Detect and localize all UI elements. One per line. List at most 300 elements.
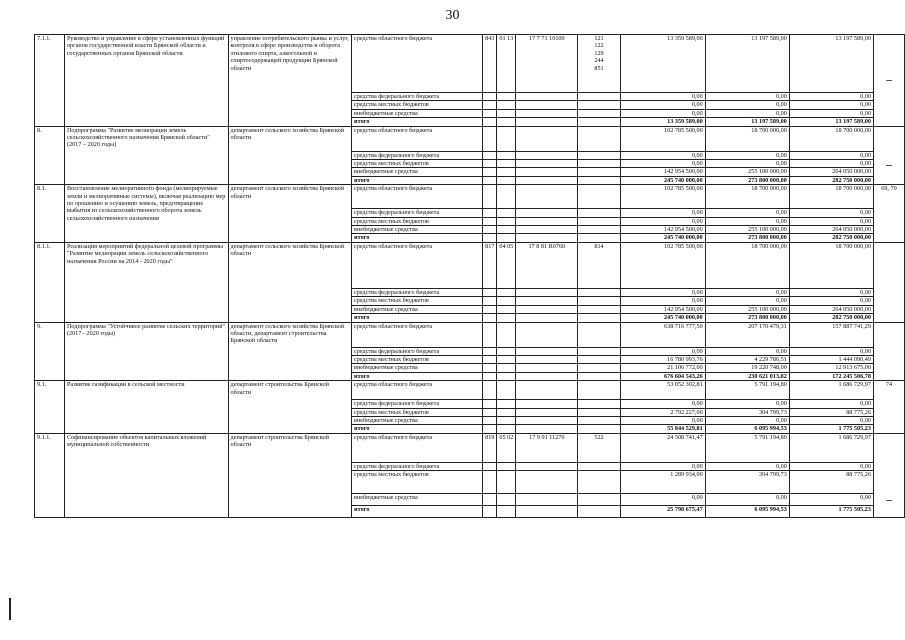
funding-source: средства областного бюджета [352, 126, 483, 151]
amount-2020: 0,00 [789, 160, 873, 168]
code-grbs [483, 462, 497, 470]
funding-source: средства местных бюджетов [352, 471, 483, 494]
funding-source: внебюджетные средства [352, 109, 483, 117]
amount-2018: 53 052 302,81 [620, 381, 705, 400]
amount-2020: 0,00 [789, 416, 873, 424]
funding-source: итого [352, 372, 483, 380]
amount-2020: 157 887 741,29 [789, 322, 873, 347]
code-vr [578, 185, 620, 209]
amount-2020: 1 775 505,23 [789, 506, 873, 518]
amount-2019: 0,00 [705, 151, 789, 159]
code-rz [497, 347, 516, 355]
code-csr [516, 305, 578, 313]
amount-2018: 102 785 500,00 [620, 126, 705, 151]
indicator-ref: 74 [873, 381, 904, 434]
amount-2020: 18 700 000,00 [789, 126, 873, 151]
code-grbs [483, 126, 497, 151]
funding-source: средства федерального бюджета [352, 462, 483, 470]
item-number: 8. [35, 126, 65, 185]
amount-2019: 0,00 [705, 93, 789, 101]
code-vr [578, 462, 620, 470]
code-rz [497, 400, 516, 408]
code-csr: 17 8 81 R0760 [516, 242, 578, 288]
amount-2018: 1 289 934,00 [620, 471, 705, 494]
code-csr: 17 9 91 11270 [516, 433, 578, 462]
code-rz [497, 176, 516, 184]
code-grbs [483, 364, 497, 372]
funding-source: средства местных бюджетов [352, 217, 483, 225]
code-rz [497, 494, 516, 506]
amount-2020: 0,00 [789, 217, 873, 225]
code-csr [516, 93, 578, 101]
code-vr [578, 209, 620, 217]
amount-2019: 0,00 [705, 209, 789, 217]
amount-2019: 18 700 000,00 [705, 126, 789, 151]
code-grbs [483, 160, 497, 168]
code-grbs [483, 408, 497, 416]
amount-2020: 88 775,26 [789, 408, 873, 416]
amount-2020: 0,00 [789, 93, 873, 101]
funding-source: средства областного бюджета [352, 381, 483, 400]
amount-2018: 0,00 [620, 93, 705, 101]
amount-2020: 264 050 000,00 [789, 226, 873, 234]
amount-2018: 142 954 500,00 [620, 226, 705, 234]
amount-2019: 207 170 479,31 [705, 322, 789, 347]
amount-2018: 245 740 000,00 [620, 314, 705, 322]
code-rz [497, 288, 516, 296]
indicator-ref [873, 126, 904, 185]
funding-source: средства федерального бюджета [352, 151, 483, 159]
code-grbs [483, 151, 497, 159]
code-vr [578, 297, 620, 305]
code-vr [578, 168, 620, 176]
code-csr [516, 416, 578, 424]
amount-2018: 102 785 500,00 [620, 242, 705, 288]
funding-source: средства местных бюджетов [352, 408, 483, 416]
amount-2019: 230 621 013,82 [705, 372, 789, 380]
item-name: Развитие газификации в сельской местности [64, 381, 228, 434]
code-vr [578, 506, 620, 518]
amount-2019: 0,00 [705, 109, 789, 117]
code-csr [516, 234, 578, 242]
code-csr [516, 185, 578, 209]
amount-2019: 5 791 194,80 [705, 381, 789, 400]
funding-source: средства федерального бюджета [352, 400, 483, 408]
scan-mark [886, 165, 892, 166]
code-rz [497, 118, 516, 126]
table-row [35, 126, 905, 151]
amount-2018: 0,00 [620, 109, 705, 117]
table-row [35, 35, 905, 93]
code-vr [578, 305, 620, 313]
amount-2019: 0,00 [705, 347, 789, 355]
amount-2020: 0,00 [789, 462, 873, 470]
amount-2019: 0,00 [705, 217, 789, 225]
amount-2018: 142 954 500,00 [620, 168, 705, 176]
item-name: Подпрограмма "Устойчивое развитие сельских территорий" (2017 - 2020 годы) [64, 322, 228, 381]
amount-2020: 264 050 000,00 [789, 305, 873, 313]
amount-2020: 282 750 000,00 [789, 176, 873, 184]
code-csr [516, 471, 578, 494]
code-rz [497, 297, 516, 305]
code-vr [578, 314, 620, 322]
funding-source: средства федерального бюджета [352, 209, 483, 217]
code-vr-value: 121 [594, 35, 604, 42]
code-vr [578, 400, 620, 408]
code-vr [578, 408, 620, 416]
code-rz [497, 425, 516, 433]
code-csr [516, 506, 578, 518]
code-vr-value: 522 [594, 433, 604, 441]
amount-2018: 0,00 [620, 494, 705, 506]
code-vr-value: 851 [594, 64, 604, 72]
code-csr [516, 400, 578, 408]
code-grbs [483, 297, 497, 305]
code-rz [497, 506, 516, 518]
amount-2019: 19 220 748,00 [705, 364, 789, 372]
code-grbs [483, 372, 497, 380]
code-vr-value: 129 [594, 49, 604, 57]
executor: департамент строительства Брянской области [228, 381, 352, 434]
code-csr [516, 381, 578, 400]
amount-2018: 245 740 000,00 [620, 176, 705, 184]
code-rz [497, 126, 516, 151]
code-rz [497, 355, 516, 363]
code-rz [497, 471, 516, 494]
executor: управление потребительского рынка и услуг, контроля в сфере производства и оборота этилового спирта, алкогольной и спиртосодержащей продукции Брянской области [228, 35, 352, 127]
code-vr [578, 288, 620, 296]
code-vr [578, 242, 620, 288]
code-vr [578, 93, 620, 101]
amount-2019: 4 229 786,51 [705, 355, 789, 363]
code-rz [497, 226, 516, 234]
item-number: 8.1. [35, 185, 65, 243]
executor: департамент сельского хозяйства Брянской области [228, 126, 352, 185]
funding-source: средства федерального бюджета [352, 288, 483, 296]
code-grbs [483, 109, 497, 117]
amount-2020: 13 197 589,00 [789, 118, 873, 126]
code-rz [497, 168, 516, 176]
amount-2018: 0,00 [620, 151, 705, 159]
amount-2019: 304 799,73 [705, 471, 789, 494]
amount-2019: 273 800 000,00 [705, 314, 789, 322]
code-csr [516, 462, 578, 470]
code-grbs [483, 217, 497, 225]
code-rz [497, 314, 516, 322]
item-number: 9. [35, 322, 65, 381]
amount-2020: 12 913 675,00 [789, 364, 873, 372]
amount-2018: 142 954 500,00 [620, 305, 705, 313]
code-csr [516, 176, 578, 184]
amount-2018: 0,00 [620, 101, 705, 109]
code-csr [516, 314, 578, 322]
code-vr [578, 433, 620, 462]
code-csr [516, 209, 578, 217]
code-rz [497, 322, 516, 347]
amount-2020: 13 197 589,00 [789, 35, 873, 93]
code-rz [497, 305, 516, 313]
amount-2019: 273 800 000,00 [705, 234, 789, 242]
amount-2019: 5 791 194,80 [705, 433, 789, 462]
amount-2018: 0,00 [620, 217, 705, 225]
code-csr [516, 118, 578, 126]
code-grbs [483, 209, 497, 217]
funding-source: средства областного бюджета [352, 322, 483, 347]
code-rz [497, 209, 516, 217]
code-csr [516, 151, 578, 159]
code-grbs [483, 185, 497, 209]
amount-2019: 18 700 000,00 [705, 242, 789, 288]
funding-source: внебюджетные средства [352, 416, 483, 424]
code-vr [578, 471, 620, 494]
code-grbs [483, 226, 497, 234]
amount-2019: 13 197 589,00 [705, 118, 789, 126]
funding-source: внебюджетные средства [352, 494, 483, 506]
amount-2020: 0,00 [789, 101, 873, 109]
amount-2018: 0,00 [620, 400, 705, 408]
code-csr [516, 364, 578, 372]
amount-2018: 25 798 675,47 [620, 506, 705, 518]
code-rz [497, 234, 516, 242]
code-rz [497, 364, 516, 372]
code-grbs [483, 355, 497, 363]
code-vr [578, 160, 620, 168]
code-grbs [483, 118, 497, 126]
executor: департамент строительства Брянской области [228, 433, 352, 517]
code-vr [578, 322, 620, 347]
code-vr [578, 101, 620, 109]
code-rz [497, 160, 516, 168]
amount-2018: 0,00 [620, 288, 705, 296]
code-rz [497, 109, 516, 117]
code-vr [578, 217, 620, 225]
amount-2019: 255 100 000,00 [705, 226, 789, 234]
amount-2018: 638 716 777,50 [620, 322, 705, 347]
funding-source: итого [352, 506, 483, 518]
indicator-ref: 69, 70 [873, 185, 904, 243]
code-grbs [483, 305, 497, 313]
code-vr [578, 416, 620, 424]
executor: департамент сельского хозяйства Брянской области [228, 185, 352, 243]
amount-2018: 0,00 [620, 462, 705, 470]
code-rz [497, 408, 516, 416]
code-csr [516, 101, 578, 109]
funding-source: средства областного бюджета [352, 433, 483, 462]
code-csr: 17 7 71 10100 [516, 35, 578, 93]
amount-2019: 0,00 [705, 400, 789, 408]
indicator-ref [873, 242, 904, 322]
code-grbs [483, 176, 497, 184]
amount-2018: 21 106 772,00 [620, 364, 705, 372]
code-vr [578, 494, 620, 506]
code-vr [578, 364, 620, 372]
funding-source: итого [352, 176, 483, 184]
item-number: 8.1.1. [35, 242, 65, 322]
item-name: Софинансирование объектов капитальных вложений муниципальной собственности [64, 433, 228, 517]
funding-source: итого [352, 234, 483, 242]
code-vr [578, 355, 620, 363]
code-vr [578, 35, 620, 93]
amount-2019: 13 197 589,00 [705, 35, 789, 93]
code-rz [497, 372, 516, 380]
amount-2020: 1 775 505,23 [789, 425, 873, 433]
executor: департамент сельского хозяйства Брянской области [228, 242, 352, 322]
funding-source: средства местных бюджетов [352, 101, 483, 109]
amount-2020: 0,00 [789, 109, 873, 117]
code-csr [516, 347, 578, 355]
funding-source: итого [352, 118, 483, 126]
amount-2019: 0,00 [705, 416, 789, 424]
code-grbs [483, 400, 497, 408]
amount-2018: 676 604 543,26 [620, 372, 705, 380]
code-vr [578, 151, 620, 159]
code-grbs [483, 381, 497, 400]
funding-source: внебюджетные средства [352, 364, 483, 372]
code-rz [497, 462, 516, 470]
funding-source: средства областного бюджета [352, 242, 483, 288]
funding-source: средства местных бюджетов [352, 160, 483, 168]
code-rz [497, 101, 516, 109]
amount-2018: 0,00 [620, 209, 705, 217]
code-csr [516, 126, 578, 151]
code-csr [516, 322, 578, 347]
code-vr [578, 347, 620, 355]
amount-2020: 0,00 [789, 209, 873, 217]
code-rz [497, 381, 516, 400]
amount-2020: 172 245 506,78 [789, 372, 873, 380]
code-vr [578, 381, 620, 400]
table-row [35, 242, 905, 288]
code-vr [578, 176, 620, 184]
amount-2018: 0,00 [620, 416, 705, 424]
item-number: 9.1.1. [35, 433, 65, 517]
amount-2019: 6 095 994,53 [705, 506, 789, 518]
code-vr [578, 226, 620, 234]
code-grbs: 843 [483, 35, 497, 93]
amount-2018: 2 792 227,00 [620, 408, 705, 416]
amount-2020: 264 050 000,00 [789, 168, 873, 176]
funding-source: итого [352, 425, 483, 433]
code-rz: 05 02 [497, 433, 516, 462]
code-csr [516, 160, 578, 168]
code-grbs: 817 [483, 242, 497, 288]
amount-2020: 0,00 [789, 347, 873, 355]
amount-2020: 1 444 090,49 [789, 355, 873, 363]
amount-2019: 304 799,73 [705, 408, 789, 416]
code-rz [497, 185, 516, 209]
code-grbs [483, 168, 497, 176]
amount-2018: 13 359 589,00 [620, 35, 705, 93]
amount-2018: 55 844 529,81 [620, 425, 705, 433]
item-name: Восстановление мелиоративного фонда (мелиорируемые земли и мелиоративные системы), включая реализацию мер по орошению и осушению земель, предотвращение выбытия из сельскохозяйственного оборота земель сельскохозяйственного назначения [64, 185, 228, 243]
amount-2019: 255 100 000,00 [705, 305, 789, 313]
scan-mark [9, 598, 11, 620]
item-number: 9.1. [35, 381, 65, 434]
amount-2018: 16 780 993,76 [620, 355, 705, 363]
code-csr [516, 494, 578, 506]
code-grbs [483, 347, 497, 355]
item-name: Руководство и управление в сфере установленных функций органов государственной власти Брянской области и государственных органов Брянской области [64, 35, 228, 127]
funding-source: внебюджетные средства [352, 168, 483, 176]
code-rz [497, 217, 516, 225]
amount-2018: 13 359 589,00 [620, 118, 705, 126]
funding-source: итого [352, 314, 483, 322]
code-grbs [483, 471, 497, 494]
code-grbs [483, 93, 497, 101]
code-rz: 01 13 [497, 35, 516, 93]
code-vr [578, 126, 620, 151]
code-rz [497, 93, 516, 101]
amount-2020: 0,00 [789, 288, 873, 296]
amount-2020: 0,00 [789, 151, 873, 159]
amount-2018: 245 740 000,00 [620, 234, 705, 242]
code-grbs [483, 101, 497, 109]
budget-table [34, 34, 905, 518]
funding-source: средства местных бюджетов [352, 297, 483, 305]
amount-2019: 0,00 [705, 297, 789, 305]
code-grbs [483, 506, 497, 518]
code-csr [516, 226, 578, 234]
indicator-ref [873, 433, 904, 517]
code-csr [516, 408, 578, 416]
code-rz [497, 151, 516, 159]
code-csr [516, 109, 578, 117]
amount-2018: 0,00 [620, 347, 705, 355]
code-grbs [483, 416, 497, 424]
amount-2019: 0,00 [705, 288, 789, 296]
table-row [35, 322, 905, 347]
code-csr [516, 355, 578, 363]
code-rz [497, 416, 516, 424]
funding-source: средства федерального бюджета [352, 93, 483, 101]
scan-mark [886, 80, 892, 81]
amount-2020: 18 700 000,00 [789, 185, 873, 209]
scan-mark [886, 500, 892, 501]
code-csr [516, 217, 578, 225]
amount-2019: 6 095 994,53 [705, 425, 789, 433]
item-number: 7.1.1. [35, 35, 65, 127]
amount-2020: 0,00 [789, 297, 873, 305]
amount-2018: 24 508 741,47 [620, 433, 705, 462]
amount-2019: 255 100 000,00 [705, 168, 789, 176]
funding-source: средства местных бюджетов [352, 355, 483, 363]
code-grbs: 819 [483, 433, 497, 462]
amount-2020: 1 686 729,97 [789, 381, 873, 400]
code-vr [578, 425, 620, 433]
executor: департамент сельского хозяйства Брянской области, департамент строительства Брянской области [228, 322, 352, 381]
amount-2019: 0,00 [705, 160, 789, 168]
code-grbs [483, 494, 497, 506]
code-grbs [483, 234, 497, 242]
amount-2018: 0,00 [620, 160, 705, 168]
amount-2019: 18 700 000,00 [705, 185, 789, 209]
item-name: Подпрограмма "Развитие мелиорации земель сельскохозяйственного назначения Брянской области" (2017 – 2020 годы) [64, 126, 228, 185]
code-csr [516, 425, 578, 433]
code-vr [578, 118, 620, 126]
funding-source: средства областного бюджета [352, 185, 483, 209]
amount-2019: 0,00 [705, 462, 789, 470]
amount-2020: 282 750 000,00 [789, 234, 873, 242]
amount-2019: 273 800 000,00 [705, 176, 789, 184]
amount-2018: 102 785 500,00 [620, 185, 705, 209]
code-vr-value: 814 [594, 242, 604, 250]
indicator-ref [873, 322, 904, 381]
amount-2020: 0,00 [789, 400, 873, 408]
amount-2020: 88 775,26 [789, 471, 873, 494]
item-name: Реализация мероприятий федеральной целевой программы "Развитие мелиорации земель сельскохозяйственного назначения России на 2014 - 2020 годы" [64, 242, 228, 322]
amount-2018: 0,00 [620, 297, 705, 305]
funding-source: средства федерального бюджета [352, 347, 483, 355]
